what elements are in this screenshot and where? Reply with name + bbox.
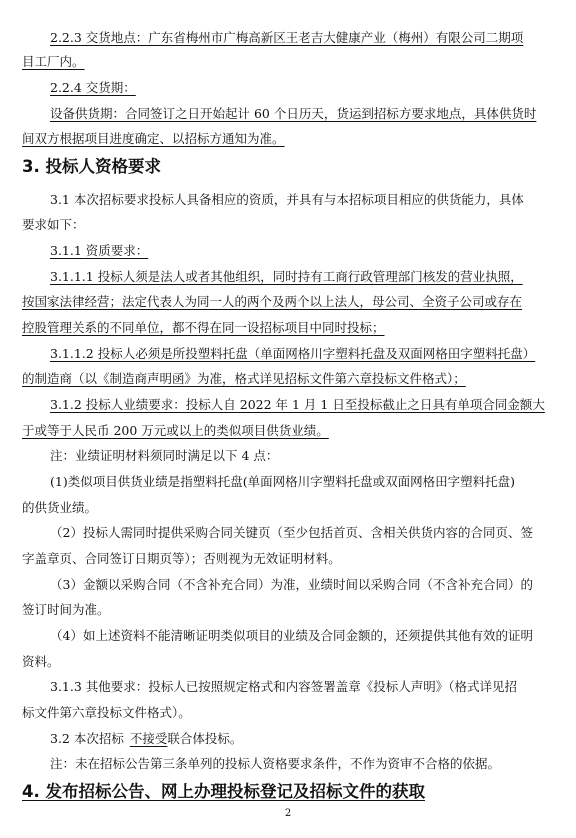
section-heading: 4. 发布招标公告、网上办理投标登记及招标文件的获取 [22, 782, 425, 801]
text-line: 3.1 本次招标要求投标人具备相应的资质，并具有与本招标项目相应的供货能力，具体 [50, 192, 524, 207]
text-line: 设备供货期：合同签订之日开始起计 60 个日历天，货运到招标方要求地点，具体供货时 [50, 106, 537, 121]
text-line: （4）如上述资料不能清晰证明类似项目的业绩及合同金额的，还须提供其他有效的证明 [50, 628, 533, 643]
text-line: 3.1.2 投标人业绩要求：投标人自 2022 年 1 月 1 日至投标截止之日具有单项合同金额大 [50, 397, 545, 412]
text-line: 目工厂内。 [22, 54, 85, 69]
text-line [50, 731, 242, 747]
text-line: 控股管理关系的不同单位，都不得在同一设招标项目中同时投标； [22, 320, 385, 335]
text-line: 注：业绩证明材料须同时满足以下 4 点： [50, 448, 279, 463]
text-line: 要求如下： [22, 217, 85, 232]
text-line: (1)类似项目供货业绩是指塑料托盘(单面网格川字塑料托盘或双面网格田字塑料托盘) [50, 474, 515, 489]
section-heading: 3. 投标人资格要求 [22, 157, 161, 176]
text-line: （2）投标人需同时提供采购合同关键页（至少包括首页、含相关供货内容的合同页、签 [50, 525, 533, 540]
text-line: 间双方根据项目进度确定、以招标方通知为准。 [22, 131, 285, 146]
text-line: 的供货业绩。 [22, 500, 98, 515]
text-line: 2.2.3 交货地点：广东省梅州市广梅高新区王老吉大健康产业（梅州）有限公司二期项 [50, 30, 524, 45]
text-line: 3.1.1.2 投标人必须是所投塑料托盘（单面网格川字塑料托盘及双面网格田字塑料托盘） [50, 346, 536, 361]
text-line: （3）金额以采购合同（不含补充合同）为准，业绩时间以采购合同（不含补充合同）的 [50, 577, 533, 592]
text-line: 3.1.1.1 投标人须是法人或者其他组织，同时持有工商行政管理部门核发的营业执照， [50, 269, 523, 284]
text-line: 的制造商（以《制造商声明函》为准，格式详见招标文件第六章投标文件格式）； [22, 371, 466, 386]
text-line: 字盖章页、合同签订日期页等）；否则视为无效证明材料。 [22, 551, 341, 566]
text-segment: 联合体投标。 [167, 731, 243, 746]
page-number: 2 [284, 808, 292, 819]
text-segment: 3.2 本次招标 [50, 731, 124, 746]
text-line: 注：未在招标公告第三条单列的投标人资格要求条件，不作为资审不合格的依据。 [50, 756, 501, 771]
text-line: 签订时间为准。 [22, 602, 110, 617]
text-line: 于或等于人民币 200 万元或以上的类似项目供货业绩。 [22, 423, 329, 438]
text-line: 2.2.4 交货期： [50, 80, 136, 95]
text-line: 按国家法律经营；法定代表人为同一人的两个及两个以上法人，母公司、全资子公司或存在 [22, 294, 523, 309]
text-line: 3.1.3 其他要求：投标人已按照规定格式和内容签署盖章《投标人声明》（格式详见招 [50, 679, 518, 694]
emphasized-text: 不接受 [129, 731, 168, 746]
text-line: 资料。 [22, 654, 60, 669]
text-line: 标文件第六章投标文件格式）。 [22, 705, 191, 720]
text-line: 3.1.1 资质要求： [50, 243, 149, 258]
